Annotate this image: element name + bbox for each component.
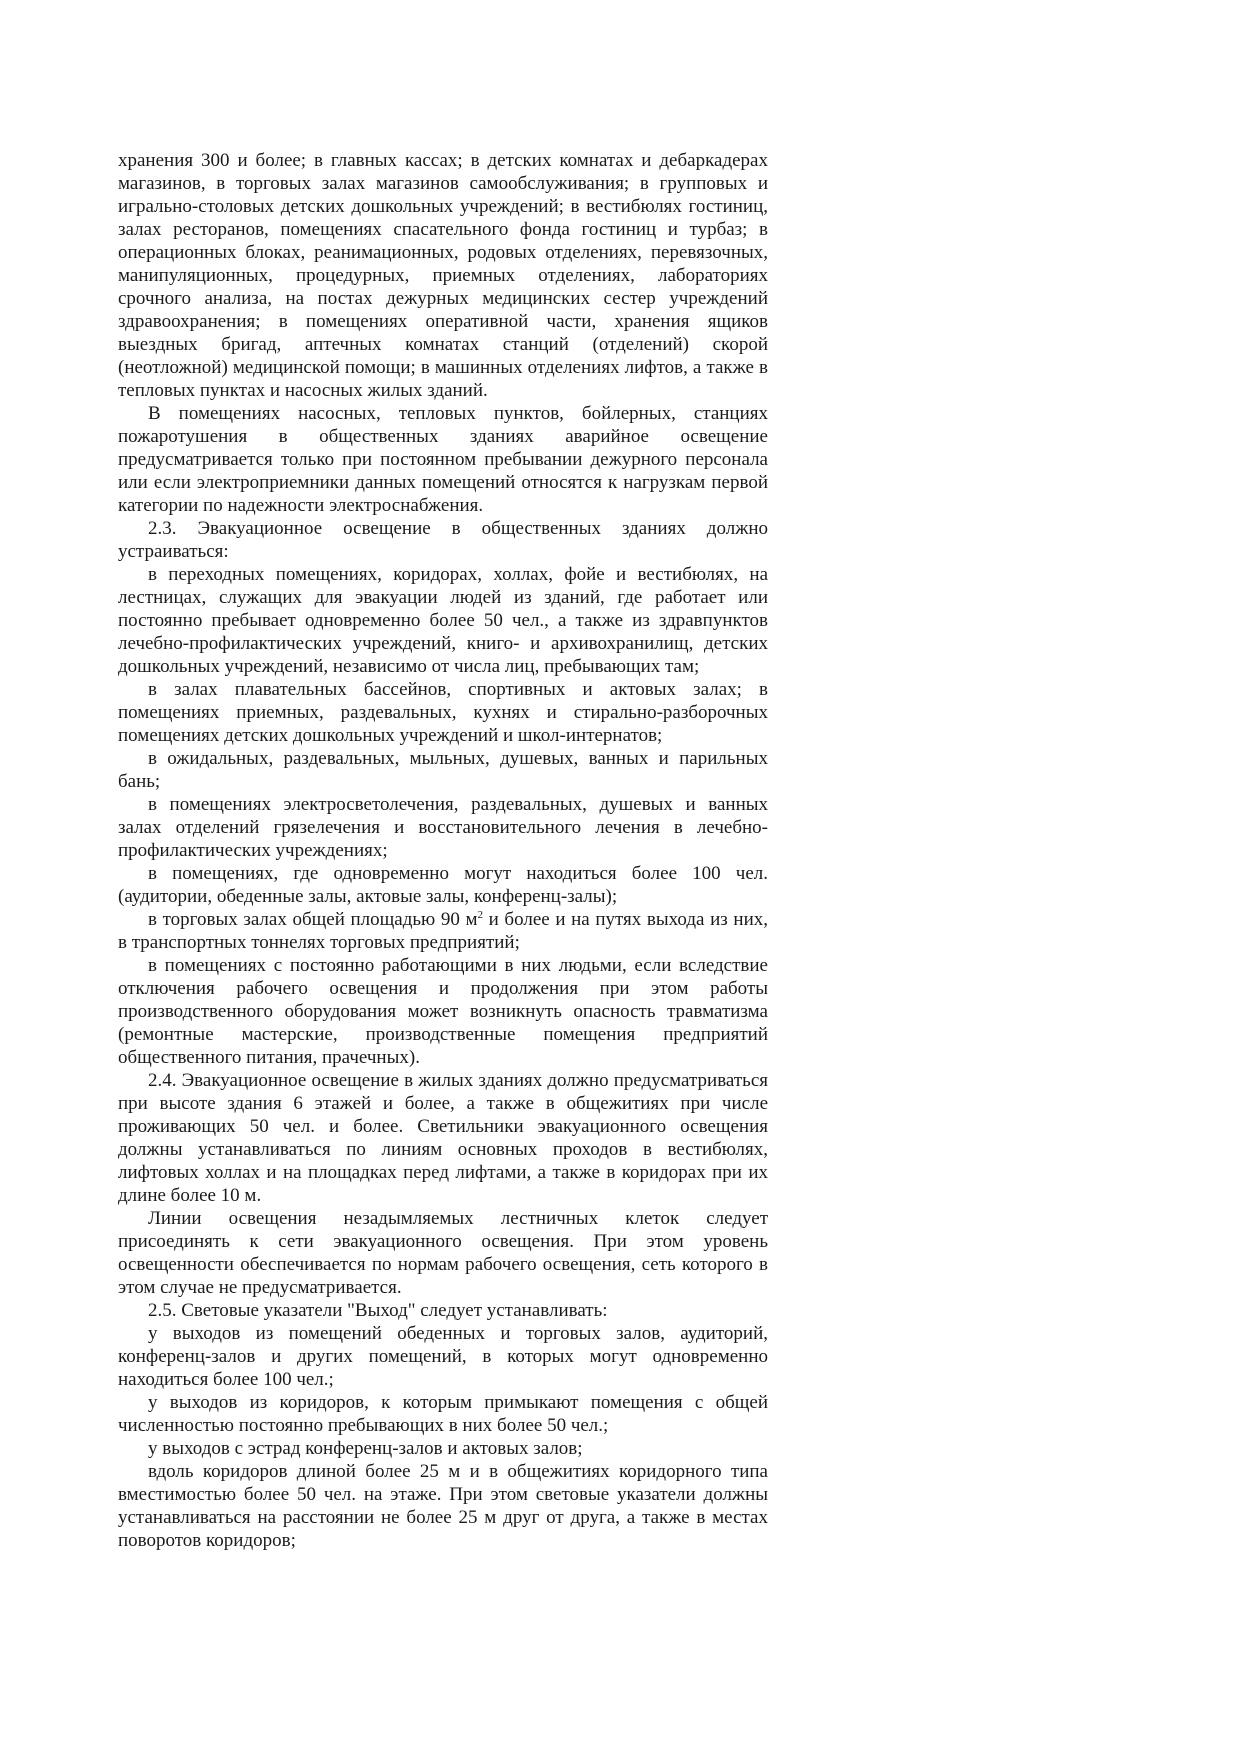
paragraph-11: 2.4. Эвакуационное освещение в жилых зданиях должно предусматриваться при высоте здания 6 этажей и более, а также в общежитиях при числе проживающих 50 чел. и более. Светильники эвакуационного освещения должны устанавливаться по линиям основных проходов в вестибюлях, лифтовых холлах и на площадках перед лифтами, а также в коридорах при их длине более 10 м. bbox=[118, 1070, 768, 1206]
paragraph-3: 2.3. Эвакуационное освещение в общественных зданиях должно устраиваться: bbox=[118, 518, 768, 562]
paragraph-9-before: в торговых залах общей площадью 90 м bbox=[148, 909, 478, 930]
paragraph-9 bbox=[118, 908, 768, 954]
paragraph-1: хранения 300 и более; в главных кассах; в детских комнатах и дебаркадерах магазинов, в торговых залах магазинов самообслуживания; в групповых и игрально-столовых детских дошкольных учреждений; в вестибюлях гостиниц, залах ресторанов, помещениях спасательного фонда гостиниц и турбаз; в операционных блоках, реанимационных, родовых отделениях, перевязочных, манипуляционных, процедурных, приемных отделениях, лабораториях срочного анализа, на постах дежурных медицинских сестер учреждений здравоохранения; в помещениях оперативной части, хранения ящиков выездных бригад, аптечных комнатах станций (отделений) скорой (неотложной) медицинской помощи; в машинных отделениях лифтов, а также в тепловых пунктах и насосных жилых зданий. bbox=[118, 150, 768, 401]
paragraph-14: у выходов из помещений обеденных и торговых залов, аудиторий, конференц-залов и других помещений, в которых могут одновременно находиться более 100 чел.; bbox=[118, 1323, 768, 1390]
paragraph-5: в залах плавательных бассейнов, спортивных и актовых залах; в помещениях приемных, раздевальных, кухнях и стирально-разборочных помещениях детских дошкольных учреждений и школ-интернатов; bbox=[118, 679, 768, 746]
paragraph-8: в помещениях, где одновременно могут находиться более 100 чел. (аудитории, обеденные залы, актовые залы, конференц-залы); bbox=[118, 863, 768, 907]
superscript-2: 2 bbox=[477, 909, 484, 921]
paragraph-4: в переходных помещениях, коридорах, холлах, фойе и вестибюлях, на лестницах, служащих для эвакуации людей из зданий, где работает или постоянно пребывает одновременно более 50 чел., а также из здравпунктов лечебно-профилактических учреждений, книго- и архивохранилищ, детских дошкольных учреждений, независимо от числа лиц, пребывающих там; bbox=[118, 564, 768, 677]
paragraph-13: 2.5. Световые указатели "Выход" следует устанавливать: bbox=[148, 1300, 608, 1321]
paragraph-16: у выходов с эстрад конференц-залов и актовых залов; bbox=[148, 1438, 583, 1459]
paragraph-6: в ожидальных, раздевальных, мыльных, душевых, ванных и парильных бань; bbox=[118, 748, 768, 792]
paragraph-12: Линии освещения незадымляемых лестничных клеток следует присоединять к сети эвакуационного освещения. При этом уровень освещенности обеспечивается по нормам рабочего освещения, сеть которого в этом случае не предусматривается. bbox=[118, 1208, 768, 1298]
document-page bbox=[118, 149, 768, 1552]
paragraph-9-after: и более и на путях выхода из них, в транспортных тоннелях торговых предприятий; bbox=[118, 909, 768, 953]
paragraph-10: в помещениях с постоянно работающими в них людьми, если вследствие отключения рабочего освещения и продолжения при этом работы производственного оборудования может возникнуть опасность травматизма (ремонтные мастерские, производственные помещения предприятий общественного питания, прачечных). bbox=[118, 955, 768, 1068]
paragraph-17: вдоль коридоров длиной более 25 м и в общежитиях коридорного типа вместимостью более 50 чел. на этаже. При этом световые указатели должны устанавливаться на расстоянии не более 25 м друг от друга, а также в местах поворотов коридоров; bbox=[118, 1461, 768, 1551]
paragraph-2: В помещениях насосных, тепловых пунктов, бойлерных, станциях пожаротушения в общественных зданиях аварийное освещение предусматривается только при постоянном пребывании дежурного персонала или если электроприемники данных помещений относятся к нагрузкам первой категории по надежности электроснабжения. bbox=[118, 403, 768, 516]
paragraph-7: в помещениях электросветолечения, раздевальных, душевых и ванных залах отделений грязелечения и восстановительного лечения в лечебно-профилактических учреждениях; bbox=[118, 794, 768, 861]
paragraph-15: у выходов из коридоров, к которым примыкают помещения с общей численностью постоянно пребывающих в них более 50 чел.; bbox=[118, 1392, 768, 1436]
